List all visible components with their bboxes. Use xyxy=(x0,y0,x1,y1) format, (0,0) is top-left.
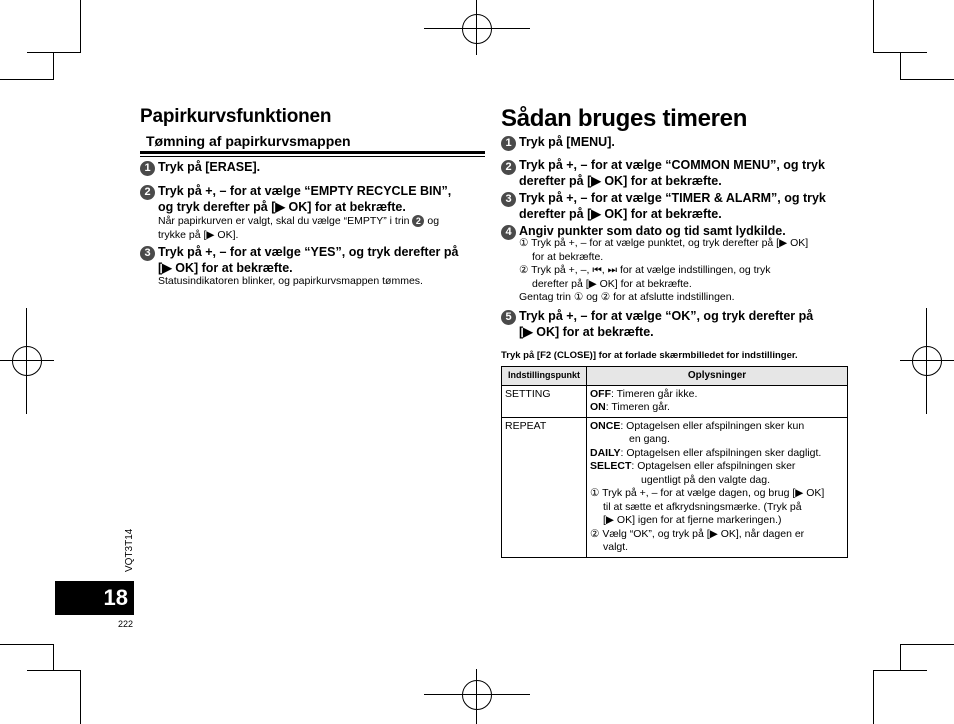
crop-mark xyxy=(0,644,54,645)
crop-mark xyxy=(873,670,927,671)
crop-mark xyxy=(53,644,54,671)
sub-page-number: 222 xyxy=(118,619,134,629)
table-header-cell: Indstillingspunkt xyxy=(502,367,587,386)
page-number: 18 xyxy=(55,581,134,615)
step-number-badge: 1 xyxy=(140,161,155,176)
table-header-row xyxy=(502,367,848,386)
step-number-badge: 1 xyxy=(501,136,516,151)
step-text xyxy=(519,308,859,340)
crop-mark xyxy=(27,670,81,671)
table-row xyxy=(502,417,848,557)
step-number-badge: 5 xyxy=(501,310,516,325)
substep-line: for at bekræfte. xyxy=(532,250,604,263)
step-text-line: Tryk på +, – for at vælge “COMMON MENU”, og tryk xyxy=(519,158,825,172)
table-row xyxy=(502,385,848,417)
step-note: Statusindikatoren blinker, og papirkurvsmappen tømmes. xyxy=(158,275,423,287)
table-cell-info: OFF: Timeren går ikke. ON: Timeren går. xyxy=(587,385,848,417)
settings-table xyxy=(501,366,848,558)
crop-mark xyxy=(873,0,874,53)
close-note: Tryk på [F2 (CLOSE)] for at forlade skærmbilledet for indstillinger. xyxy=(501,350,798,361)
step-number-badge: 3 xyxy=(140,246,155,261)
crop-mark xyxy=(0,79,54,80)
repeat-note: Gentag trin ① og ② for at afslutte indstillingen. xyxy=(519,291,735,303)
crop-mark xyxy=(27,52,81,53)
step-text xyxy=(158,183,488,215)
crop-mark xyxy=(900,52,901,79)
table-cell-label: REPEAT xyxy=(502,417,587,557)
step-substeps xyxy=(519,237,849,305)
step-text-line: [▶ OK] for at bekræfte. xyxy=(519,325,654,339)
divider xyxy=(140,156,485,157)
crop-mark xyxy=(80,670,81,724)
model-code: VQT3T14 xyxy=(124,528,135,572)
step-number-badge: 2 xyxy=(140,185,155,200)
table-header-cell: Oplysninger xyxy=(587,367,848,386)
step-text xyxy=(519,190,859,222)
step-text-line: Tryk på +, – for at vælge “YES”, og tryk derefter på xyxy=(158,245,459,259)
step-text-line: Tryk på +, – for at vælge “OK”, og tryk derefter på xyxy=(519,309,814,323)
crop-mark xyxy=(900,644,901,671)
substep-line: derefter på [▶ OK] for at bekræfte. xyxy=(532,277,692,290)
crop-mark xyxy=(873,670,874,724)
crop-mark xyxy=(53,52,54,79)
table-cell-label: SETTING xyxy=(502,385,587,417)
table-cell-info: ONCE: Optagelsen eller afspilningen sker kun en gang. DAILY: Optagelsen eller afspilningen sker dagligt. SELECT: Optagelsen eller afspilningen sker ugentligt på den valgte dag. ① Tryk på +, – for at vælge dagen, og brug [▶ OK] til at sætte et afkrydsningsmærke. (Tryk på [▶ OK] igen for at fjerne markeringen.) ② Vælg “OK”, og tryk på [▶ OK], når dagen er valgt. xyxy=(587,417,848,557)
subsection-title: Tømning af papirkurvsmappen xyxy=(146,133,351,149)
step-text-line: derefter på [▶ OK] for at bekræfte. xyxy=(519,174,722,188)
step-note-line: trykke på [▶ OK]. xyxy=(158,228,239,241)
step-note-line: Når papirkurven er valgt, skal du vælge “EMPTY” i trin 2 og xyxy=(158,215,440,227)
step-text-line: [▶ OK] for at bekræfte. xyxy=(158,261,293,275)
crop-mark xyxy=(900,644,954,645)
page-title: Sådan bruges timeren xyxy=(501,105,748,132)
substep-line: ② Tryk på +, –, ⏮, ⏭ for at vælge indstillingen, og tryk xyxy=(519,264,771,276)
section-title: Papirkurvsfunktionen xyxy=(140,106,332,127)
step-ref-badge: 2 xyxy=(412,215,424,227)
crop-mark xyxy=(900,79,954,80)
step-note xyxy=(158,215,488,242)
step-text: Tryk på [ERASE]. xyxy=(158,160,261,174)
step-text-line: Tryk på +, – for at vælge “TIMER & ALARM”, og tryk xyxy=(519,191,826,205)
step-text xyxy=(519,157,859,189)
step-text-line: og tryk derefter på [▶ OK] for at bekræfte. xyxy=(158,200,406,214)
step-text: Angiv punkter som dato og tid samt lydkilde. xyxy=(519,224,786,238)
step-text-line: Tryk på +, – for at vælge “EMPTY RECYCLE BIN”, xyxy=(158,184,452,198)
step-text: Tryk på [MENU]. xyxy=(519,135,615,149)
step-text-line: derefter på [▶ OK] for at bekræfte. xyxy=(519,207,722,221)
step-number-badge: 3 xyxy=(501,192,516,207)
step-number-badge: 4 xyxy=(501,225,516,240)
substep-line: ① Tryk på +, – for at vælge punktet, og tryk derefter på [▶ OK] xyxy=(519,237,809,249)
step-number-badge: 2 xyxy=(501,160,516,175)
crop-mark xyxy=(80,0,81,53)
step-text xyxy=(158,244,488,276)
divider xyxy=(140,151,485,154)
